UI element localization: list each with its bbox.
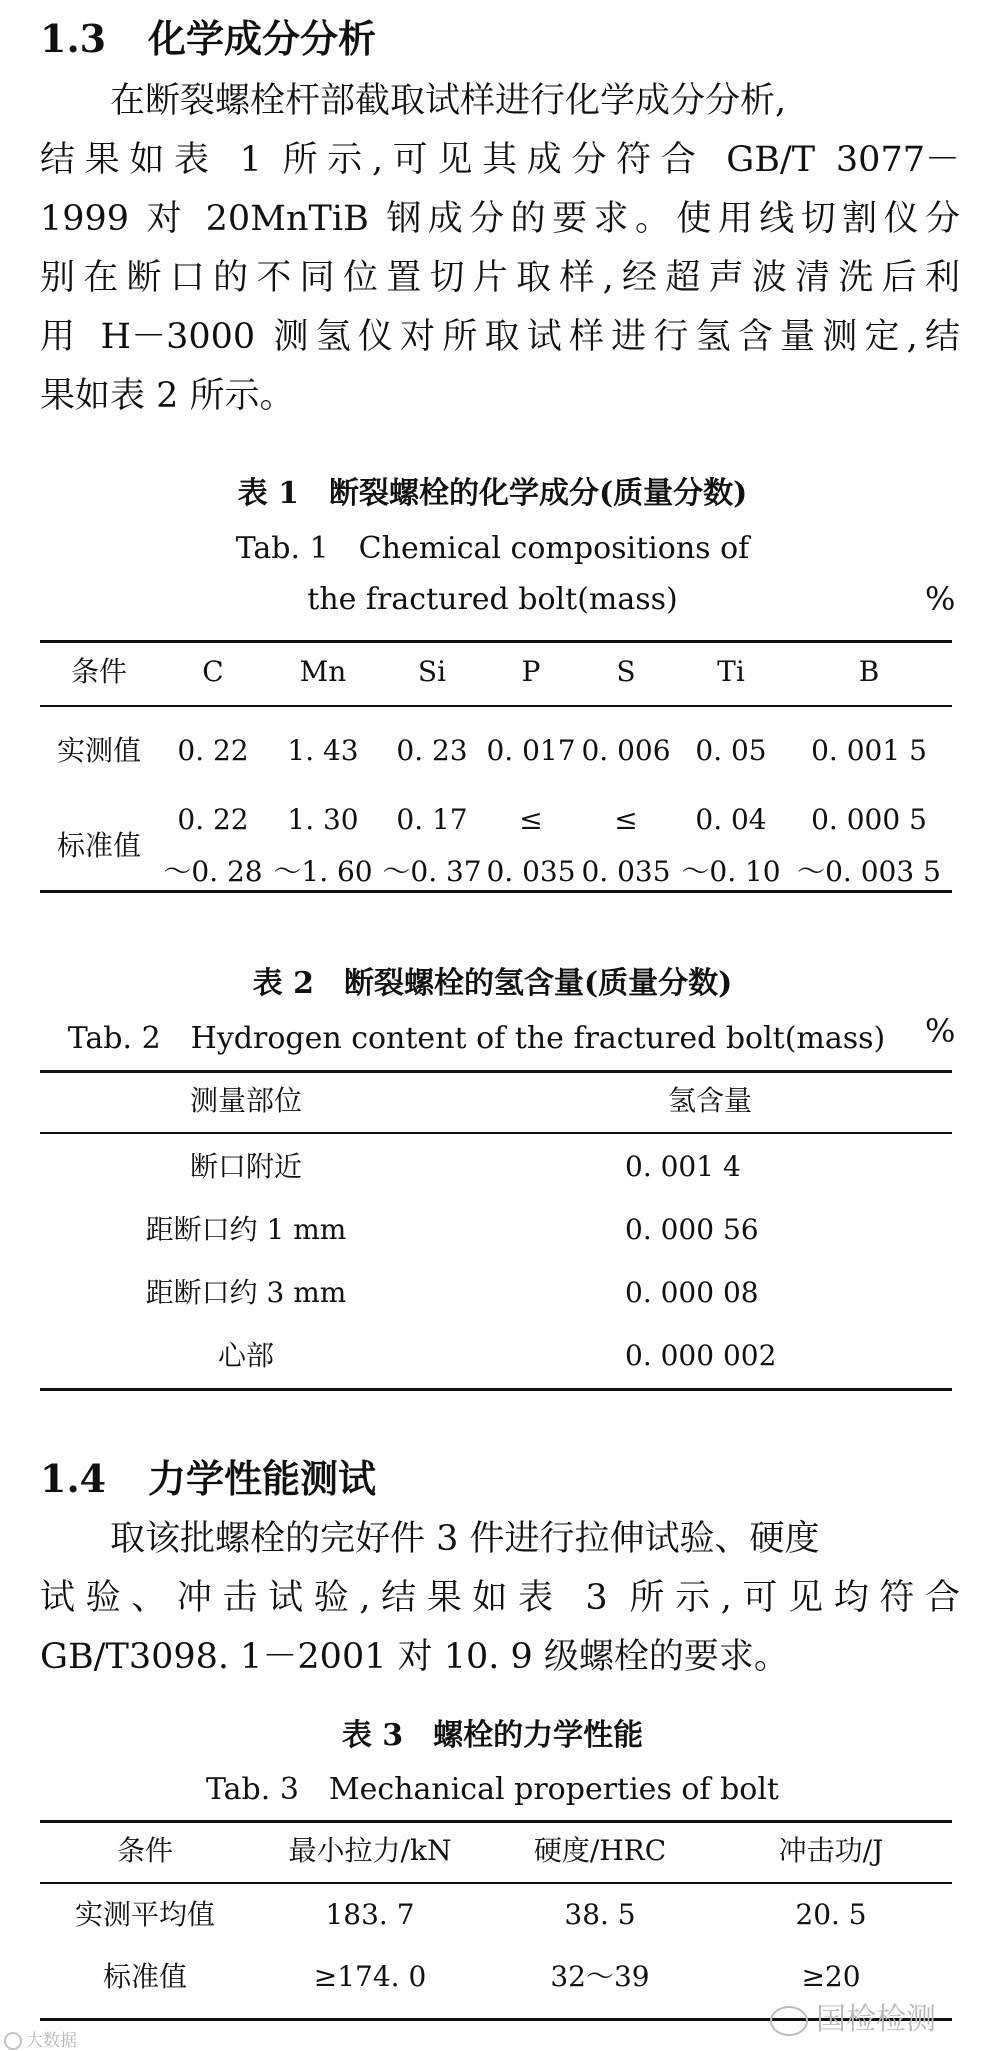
table1-top-rule (40, 640, 952, 643)
table1-cell: 0. 001 5 (811, 734, 927, 767)
table2-header-cell: 测量部位 (189, 1084, 302, 1117)
table1-header-cell: Mn (299, 655, 347, 688)
table2-cell: 0. 000 56 (625, 1213, 759, 1246)
table1-cell: ～0. 37 (382, 855, 482, 888)
table1-header-cell: P (521, 655, 541, 688)
table3-cell: 38. 5 (564, 1898, 636, 1931)
table1-cell: 0. 23 (396, 734, 468, 767)
table2-cell: 心部 (217, 1339, 274, 1372)
table1-header-cell: 条件 (70, 655, 127, 688)
table-row (40, 1210, 952, 1250)
text-line: GB/T3098. 1－2001 对 10. 9 级螺栓的要求。 (40, 1637, 789, 1677)
table1-cell: 0. 22 (177, 803, 249, 836)
watermark-left (4, 2026, 77, 2051)
table2-cell: 距断口约 3 mm (145, 1276, 347, 1309)
watermark-right (770, 1994, 936, 2038)
table1-row-label: 标准值 (56, 829, 141, 862)
table2-cell: 0. 000 002 (625, 1339, 777, 1372)
table2-header-rule (40, 1132, 952, 1134)
table1-cell: 0. 017 (486, 734, 576, 767)
table3-cell: 32～39 (550, 1960, 650, 1993)
text-line: 在断裂螺栓杆部截取试样进行化学成分分析, (110, 81, 787, 121)
table-row (40, 1273, 952, 1313)
table1-standard-row-line2 (40, 852, 952, 892)
table1-cell: 0. 22 (177, 734, 249, 767)
wechat-icon (770, 2006, 808, 2036)
watermark-right-text: 国检检测 (816, 2002, 936, 2037)
table1-cell: ～1. 60 (273, 855, 373, 888)
table3-top-rule (40, 1820, 952, 1823)
table1-header-cell: Ti (717, 655, 745, 688)
table1-cell: 0. 000 5 (811, 803, 927, 836)
table1-caption-en-line1: Tab. 1 Chemical compositions of (235, 531, 750, 566)
watermark-left-text: 大数据 (26, 2031, 77, 2051)
table2-cell: 0. 001 4 (625, 1150, 741, 1183)
table3-cell: 标准值 (102, 1960, 187, 1993)
table3-header-row (40, 1831, 952, 1871)
table3-cell: 20. 5 (795, 1898, 867, 1931)
table2-caption-zh: 表 2 断裂螺栓的氢含量(质量分数) (252, 966, 733, 1001)
table-row (40, 1147, 952, 1187)
table3-cell: 183. 7 (325, 1898, 415, 1931)
table1-row-label: 实测值 (56, 734, 141, 767)
table-row (40, 1895, 952, 1935)
table1-header-cell: Si (417, 655, 447, 688)
section-number: 1.4 (40, 1456, 107, 1501)
section-title: 力学性能测试 (148, 1456, 377, 1501)
table2-caption-en: Tab. 2 Hydrogen content of the fractured bolt(mass) (67, 1021, 886, 1056)
table2-bottom-rule (40, 1388, 952, 1391)
section-heading-1-4 (40, 1448, 376, 1503)
text-line: 别在断口的不同位置切片取样,经超声波清洗后利 (40, 258, 960, 298)
table1-header-row (40, 652, 952, 692)
table3-header-rule (40, 1882, 952, 1884)
text-line: 1999 对 20MnTiB 钢成分的要求。使用线切割仪分 (40, 199, 960, 239)
table2-top-rule (40, 1070, 952, 1073)
table2-header-row (40, 1081, 952, 1121)
table1-caption-en-line2: the fractured bolt(mass) (307, 582, 678, 617)
table1-cell: ～0. 003 5 (797, 855, 941, 888)
watermark-logo-icon (4, 2032, 22, 2050)
paragraph-chemical-analysis (40, 72, 960, 426)
table1-cell: 0. 006 (581, 734, 671, 767)
table3-cell: ≥20 (801, 1960, 861, 1993)
section-title: 化学成分分析 (148, 16, 377, 61)
text-line: 结果如表 1 所示,可见其成分符合 GB/T 3077－ (40, 140, 960, 180)
table1-cell: ～0. 28 (163, 855, 263, 888)
table2-unit: % (925, 1012, 956, 1050)
table1-cell: ≤ (614, 803, 638, 836)
table2-cell: 距断口约 1 mm (145, 1213, 347, 1246)
table1-cell: ～0. 10 (681, 855, 781, 888)
table2-cell: 断口附近 (189, 1150, 302, 1183)
section-number: 1.3 (40, 16, 107, 61)
table1-unit: % (925, 580, 956, 618)
table1-cell: 0. 05 (695, 734, 767, 767)
table1-header-cell: S (616, 655, 636, 688)
table1-cell: ≤ (519, 803, 543, 836)
table-row (40, 1336, 952, 1376)
table1-cell: 0. 035 (486, 855, 576, 888)
table1-cell: 0. 035 (581, 855, 671, 888)
table3-caption-en: Tab. 3 Mechanical properties of bolt (205, 1772, 779, 1807)
table1-header-rule (40, 705, 952, 707)
table2-header-cell: 氢含量 (667, 1084, 752, 1117)
table1-cell: 0. 04 (695, 803, 767, 836)
paragraph-mechanical-testing (40, 1510, 960, 1687)
table3-cell: 实测平均值 (74, 1898, 215, 1931)
table1-caption-zh: 表 1 断裂螺栓的化学成分(质量分数) (237, 476, 748, 511)
table3-header-cell: 条件 (116, 1834, 173, 1867)
table3-header-cell: 最小拉力/kN (288, 1834, 452, 1867)
text-line: 试验、冲击试验,结果如表 3 所示,可见均符合 (40, 1578, 960, 1618)
section-heading-1-3 (40, 8, 376, 63)
table3-cell: ≥174. 0 (313, 1960, 427, 1993)
table3-header-cell: 硬度/HRC (533, 1834, 667, 1867)
table3-caption-zh: 表 3 螺栓的力学性能 (341, 1718, 644, 1753)
text-line: 果如表 2 所示。 (40, 376, 295, 416)
table1-cell: 0. 17 (396, 803, 468, 836)
table1-header-cell: B (858, 655, 880, 688)
table2-cell: 0. 000 08 (625, 1276, 759, 1309)
table1-header-cell: C (202, 655, 224, 688)
text-line: 取该批螺栓的完好件 3 件进行拉伸试验、硬度 (110, 1519, 820, 1559)
table1-cell: 1. 43 (287, 734, 359, 767)
table-row (40, 1957, 952, 1997)
table3-header-cell: 冲击功/J (778, 1834, 884, 1867)
table1-standard-row-line1 (40, 800, 952, 840)
text-line: 用 H－3000 测氢仪对所取试样进行氢含量测定,结 (40, 317, 960, 357)
table1-cell: 1. 30 (287, 803, 359, 836)
table1-measured-row (40, 731, 952, 771)
